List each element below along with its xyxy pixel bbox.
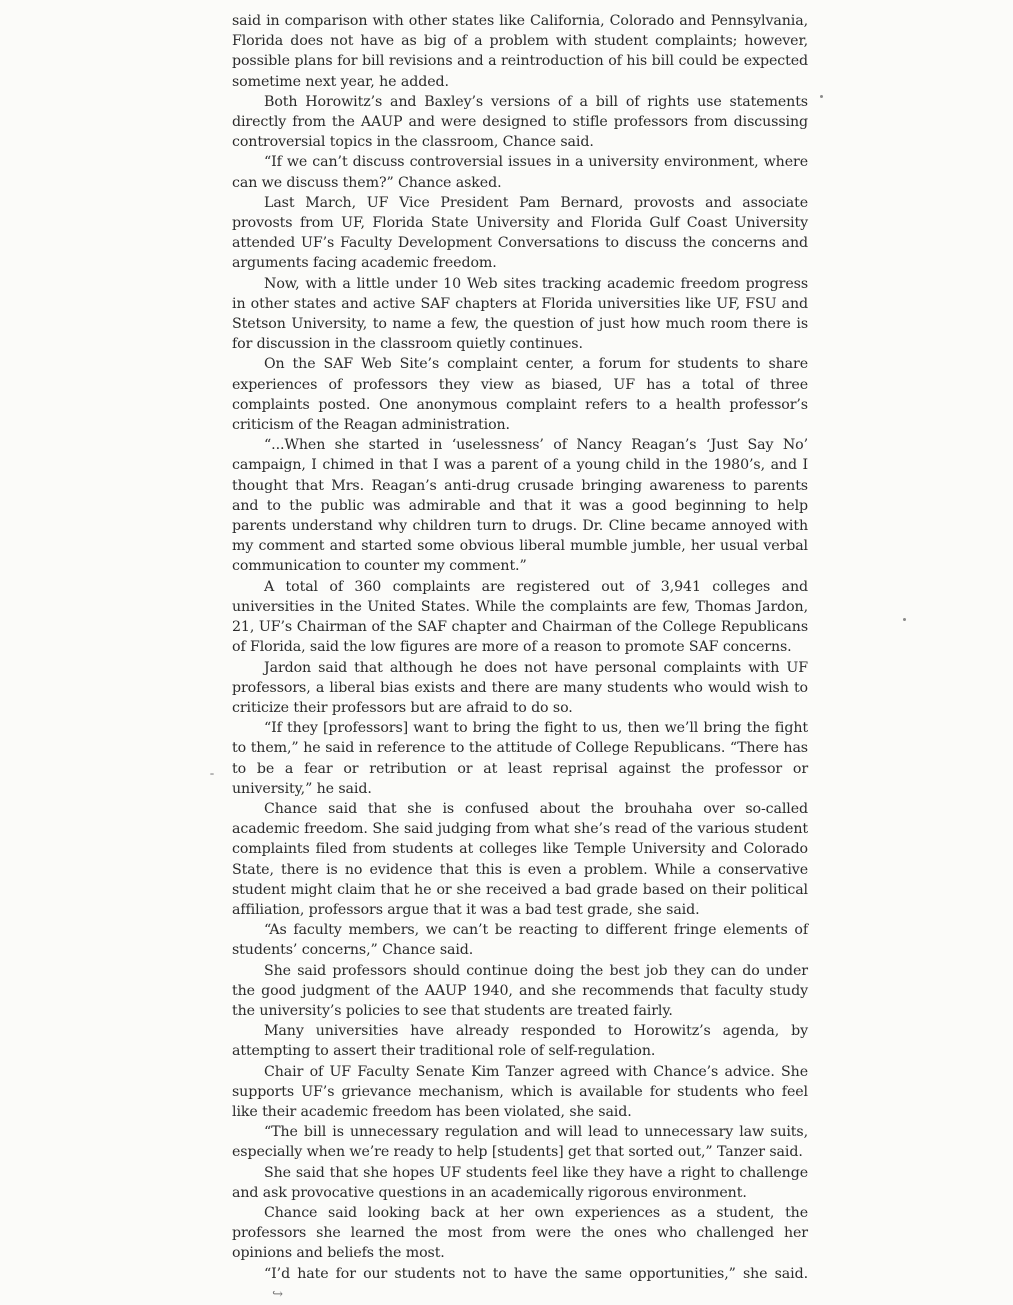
paragraph: Last March, UF Vice President Pam Bernard, provosts and associate provosts from UF, Florida State University and Florida Gulf Coast University attended UF’s Faculty Development Conversations to discuss the concerns and arguments facing academic freedom. [232, 194, 808, 272]
paragraph: Chance said looking back at her own experiences as a student, the professors she learned the most from were the ones who challenged her opinions and beliefs the most. [232, 1204, 808, 1262]
final-paragraph [232, 1264, 808, 1305]
final-paragraph-text: “I’d hate for our students not to have the same opportunities,” she said. [264, 1265, 808, 1282]
paragraph: “If we can’t discuss controversial issues in a university environment, where can we discuss them?” Chance asked. [232, 154, 808, 191]
paragraph: “If they [professors] want to bring the fight to us, then we’ll bring the fight to them,” he said in reference to the attitude of College Republicans. “There has to be a fear or retribution or at least reprisal against the professor or university,” he said. [232, 720, 808, 797]
scan-speck [210, 773, 214, 775]
end-of-story-icon: ↪ [272, 1286, 283, 1302]
scan-speck [820, 95, 823, 98]
paragraph: On the SAF Web Site’s complaint center, a forum for students to share experiences of professors they view as biased, UF has a total of three complaints posted. One anonymous complaint refers to a health professor’s criticism of the Reagan administration. [232, 356, 808, 434]
paragraph: said in comparison with other states like California, Colorado and Pennsylvania, Florida does not have as big of a problem with student complaints; however, possible plans for bill revisions and a reintroduction of his bill could be expected sometime next year, he added. [232, 13, 808, 90]
paragraph: Both Horowitz’s and Baxley’s versions of a bill of rights use statements directly from the AAUP and were designed to stifle professors from discussing controversial topics in the classroom, Chance said. [232, 93, 808, 151]
paragraph: She said that she hopes UF students feel like they have a right to challenge and ask provocative questions in an academically rigorous environment. [232, 1164, 808, 1201]
paragraph: Jardon said that although he does not have personal complaints with UF professors, a liberal bias exists and there are many students who would wish to criticize their professors but are afraid to do so. [232, 659, 808, 716]
article-body [232, 11, 808, 1305]
paragraph: She said professors should continue doing the best job they can do under the good judgment of the AAUP 1940, and she recommends that faculty study the university’s policies to see that students are treated fairly. [232, 962, 808, 1019]
paragraph: Now, with a little under 10 Web sites tracking academic freedom progress in other states and active SAF chapters at Florida universities like UF, FSU and Stetson University, to name a few, the question of just how much room there is for discussion in the classroom quietly continues. [232, 275, 808, 353]
paragraph: “The bill is unnecessary regulation and will lead to unnecessary law suits, especially when we’re ready to help [students] get that sorted out,” Tanzer said. [232, 1124, 808, 1161]
paragraph: A total of 360 complaints are registered out of 3,941 colleges and universities in the United States. While the complaints are few, Thomas Jardon, 21, UF’s Chairman of the SAF chapter and Chairman of the College Republicans of Florida, said the low figures are more of a reason to promote SAF concerns. [232, 578, 808, 656]
block-quote: “...When she started in ‘uselessness’ of Nancy Reagan’s ‘Just Say No’ campaign, I chimed in that I was a parent of a young child in the 1980’s, and I thought that Mrs. Reagan’s anti-drug crusade bringing awareness to parents and to the public was admirable and that it was a good beginning to help parents understand why children turn to drugs. Dr. Cline became annoyed with my comment and started some obvious liberal mumble jumble, her usual verbal communication to counter my comment.” [232, 437, 808, 575]
paragraph: Chance said that she is confused about the brouhaha over so-called academic freedom. She said judging from what she’s read of the various student complaints filed from students at colleges like Temple University and Colorado State, there is no evidence that this is even a problem. While a conservative student might claim that he or she received a bad grade based on their political affiliation, professors argue that it was a bad test grade, she said. [232, 800, 808, 918]
paragraph: “As faculty members, we can’t be reacting to different fringe elements of students’ concerns,” Chance said. [232, 922, 808, 959]
scan-speck [903, 618, 906, 621]
paragraph: Many universities have already responded to Horowitz’s agenda, by attempting to assert their traditional role of self-regulation. [232, 1023, 808, 1060]
paragraph: Chair of UF Faculty Senate Kim Tanzer agreed with Chance’s advice. She supports UF’s grievance mechanism, which is available for students who feel like their academic freedom has been violated, she said. [232, 1063, 808, 1120]
